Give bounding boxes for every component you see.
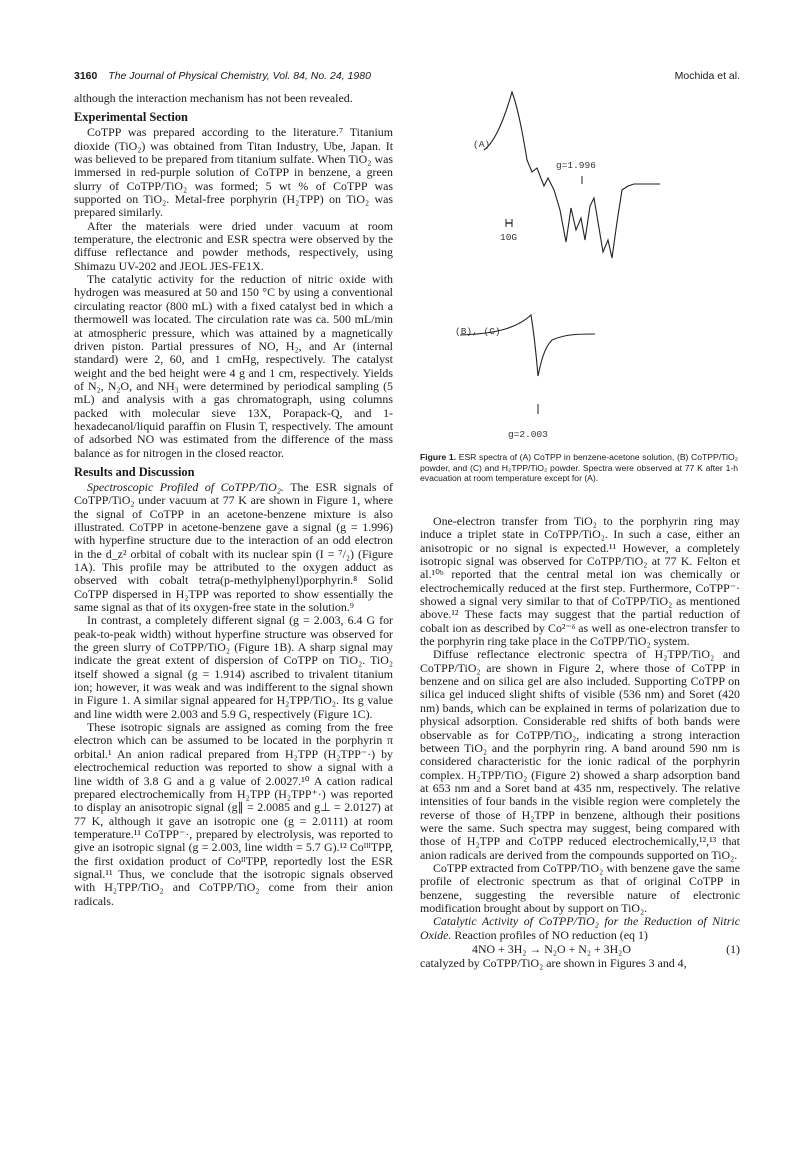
figure-1-caption [420,452,738,484]
catalytic-paragraph [420,915,740,942]
left-column [74,92,393,908]
results-paragraph-1-text: The ESR signals of CoTPP/TiO₂ under vacuum at 77 K are shown in Figure 1, where the signal of CoTPP in an acetone-benzene mixture is also illustrated. CoTPP in acetone-benzene gave a signal (g = 1.996) with hyperfine structure due to the interaction of an odd electron in the d_z² orbital of cobalt with its nuclear spin (I = ⁷/₂) (Figure 1A). This profile may be attributed to the oxygen adduct as observed with cobalt tetra(p-methylphenyl)porphyrin.⁸ Solid CoTPP dispersed in H₂TPP was reported to show essentially the same signal as that of its oxygen-free state in the solution.⁹ [74,479,393,615]
spectrum-bc-trace [460,315,595,376]
after-equation-text: catalyzed by CoTPP/TiO₂ are shown in Figures 3 and 4, [420,956,687,971]
experimental-heading: Experimental Section [74,110,188,125]
equation-body: 4NO + 3H₂ → N₂O + N₂ + 3H₂O [472,942,631,956]
running-header [74,70,740,86]
right-column [420,515,740,971]
header-author: Mochida et al. [674,70,740,82]
g-label-a: g=1.996 [556,160,596,171]
page-number: 3160 [74,70,98,82]
esr-spectra-plot [420,90,740,445]
equation-1 [420,943,740,956]
results-paragraph-1 [74,481,393,614]
results-runin-heading: Spectroscopic Profiled of CoTPP/TiO₂. [87,479,284,494]
journal-citation: The Journal of Physical Chemistry, Vol. 84, No. 24, 1980 [108,70,371,82]
figure-1-esr-spectra [420,90,740,445]
header-left [74,70,371,82]
results-paragraph-3: These isotropic signals are assigned as coming from the free electron which can be assumed to be located in the porphyrin π orbital.¹ An anion radical prepared from H₂TPP (H₂TPP⁻·) by electrochemical reduction was reported to show a signal with a line width of 3.8 G and a g value of 2.0027.¹⁰ A cation radical prepared electrochemically from H₂TPP (H₂TPP⁺·) was reported to display an anisotropic signal (g∥ = 2.0085 and g⊥ = 2.0127) at 77 K, although it gave an isotropic one (g = 2.0111) at room temperature.¹¹ CoTPP⁻·, prepared by electrolysis, was reported to give an isotropic signal (g = 2.003, line width = 5.7 G).¹² CoᴵᴵᴵTPP, the first oxidation product of CoᴵᴵTPP, reportedly lost the ESR signal.¹¹ Thus, we conclude that the isotropic signals observed with H₂TPP/TiO₂ and CoTPP/TiO₂ come from their anion radicals. [74,720,393,908]
right-paragraph-1: One-electron transfer from TiO₂ to the porphyrin ring may induce a triplet state in CoTPP/TiO₂. In such a case, either an anisotropic or no signal is expected.¹¹ However, a completely isotropic signal was observed for CoTPP/TiO₂ at 77 K. Felton et al.¹⁰ᵇ reported that the central metal ion was chemically or electrochemically reduced at the first step. Furthermore, CoTPP⁻· showed a signal very similar to that of CoTPP/TiO₂ as mentioned above.¹² These facts may suggest that the partial reduction of cobalt ion as described by Co²⁻ᵟ as well as one-electron transfer to the porphyrin ring take place in the CoTPP/TiO₂ system. [420,514,740,649]
scale-label: 10G [500,232,518,243]
g-label-bc: g=2.003 [508,429,548,440]
results-heading: Results and Discussion [74,464,195,479]
results-paragraph-2: In contrast, a completely different signal (g = 2.003, 6.4 G for peak-to-peak width) without hyperfine structure was observed for the green slurry of CoTPP/TiO₂ (Figure 1B). A sharp signal may indicate the great extent of dispersion of CoTPP on TiO₂. TiO₂ itself showed a signal (g = 1.914) ascribed to trivalent titanium ion; however, it was weak and was indifferent to the signal shown in Figure 1. A similar signal appeared for H₂TPP/TiO₂. Its g value and line width were 2.003 and 5.9 G, respectively (Figure 1C). [74,613,393,721]
right-paragraph-3: CoTPP extracted from CoTPP/TiO₂ with benzene gave the same profile of electronic spectrum as that of original CoTPP in benzene, suggesting the reversible nature of electronic modification brought about by support on TiO₂. [420,860,740,915]
equation-number: (1) [726,942,740,956]
label-bc: (B), (C) [455,326,501,337]
catalytic-text: Reaction profiles of NO reduction (eq 1) [454,927,648,942]
experimental-paragraph-1: CoTPP was prepared according to the literature.⁷ Titanium dioxide (TiO₂) was obtained from Titan Industry, Ube, Japan. It was believed to be prepared from titanium sulfate. When TiO₂ was immersed in red-purple solution of CoTPP in benzene, a green slurry of CoTPP/TiO₂ was formed; 5 wt % of CoTPP was supported on TiO₂. Metal-free porphyrin (H₂TPP) on TiO₂ was prepared similarly. [74,125,393,220]
experimental-paragraph-3: The catalytic activity for the reduction of nitric oxide with hydrogen was measured at 50 and 150 °C by using a conventional circulating reactor (800 mL) with a fixed catalyst bed in which a thermowell was located. The circulation rate was ca. 500 mL/min at atmospheric pressure, which was attained by a magnetically driven piston. Partial pressures of NO, H₂, and Ar (internal standard) were 2, 60, and 1 cmHg, respectively. The catalyst weight and the bed height were 4 g and 1 cm, respectively. Yields of N₂, N₂O, and NH₃ were determined by periodical sampling (5 mL) and analysis with a gas chromatograph, using columns packed with molecular sieve 13X, Porapack-Q, and 1-hexadecanol/liquid paraffin on Flusin T, respectively. The amount of adsorbed NO was estimated from the difference of the mass balance as for nitrogen in the closed reactor. [74,272,393,460]
intro-continuation: although the interaction mechanism has not been revealed. [74,91,353,105]
caption-text: ESR spectra of (A) CoTPP in benzene-acetone solution, (B) CoTPP/TiO₂ powder, and (C) and H₂TPP/TiO₂ powder. Spectra were observed at 77 K after 1-h evacuation at room temperature except for (A). [420,452,738,484]
catalytic-runin-heading: Catalytic Activity of CoTPP/TiO₂ for the Reduction of Nitric Oxide. [420,914,740,942]
caption-figure-label: Figure 1. [420,452,457,462]
right-paragraph-2: Diffuse reflectance electronic spectra of H₂TPP/TiO₂ and CoTPP/TiO₂ are shown in Figure 2, where those of CoTPP in benzene and on silica gel are also included. Supporting CoTPP on silica gel induced slight shifts of visible (536 nm) and Soret (420 nm) bands, which can be explained in terms of polarization due to physical adsorption. Considerable red shifts of both bands were observable as for CoTPP/TiO₂, indicating a strong interaction between TiO₂ and the porphyrin ring. A band around 590 nm is considered characteristic for the ionic radical of the porphyrin complex. H₂TPP/TiO₂ (Figure 2) showed a sharp adsorption band at 653 nm and a Soret band at 435 nm, respectively. The relative intensities of four bands in the visible region were completely the reverse of those of H₂TPP in benzene, although their positions were the same. Such spectra may suggest, being compared with those of H₂TPP and CoTPP reduced electrochemically,¹²,¹³ that anion radicals are derived from the compounds supported on TiO₂. [420,647,740,862]
label-a: (A) [473,139,491,150]
experimental-paragraph-2: After the materials were dried under vacuum at room temperature, the electronic and ESR spectra were observed by the diffuse reflectance and powder methods, respectively, using Shimazu UV-202 and JEOL JES-FE1X. [74,218,393,273]
